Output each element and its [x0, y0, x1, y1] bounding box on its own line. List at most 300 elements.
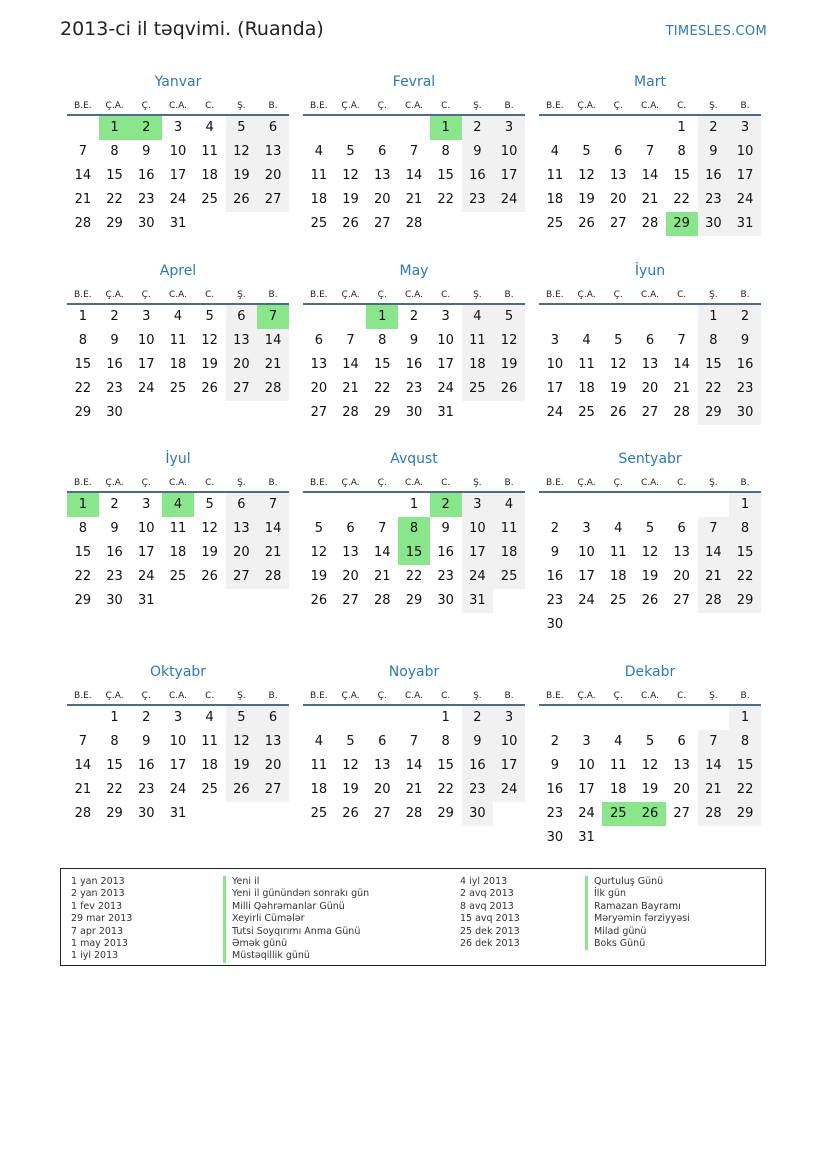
day-cell: 23	[546, 806, 564, 821]
day-cell: 6	[378, 144, 387, 159]
legend-holiday-name: Milli Qəhrəmanlar Günü	[223, 901, 369, 913]
day-cell: 2	[142, 710, 151, 725]
empty-cell	[571, 116, 603, 140]
holiday-day-cell: 1	[366, 305, 398, 329]
day-cell: 8	[78, 333, 87, 348]
weekday-label: B.E.	[310, 101, 328, 111]
day-cell: 14	[74, 758, 92, 773]
weekday-label: Ç.	[613, 691, 623, 701]
day-cell: 27	[342, 593, 359, 608]
weekday-label: C.A.	[640, 290, 659, 300]
day-cell: 24	[137, 569, 155, 584]
day-cell: 30	[106, 593, 123, 608]
empty-cell	[666, 305, 698, 329]
day-cell: 27	[373, 806, 391, 821]
day-cell: 16	[106, 357, 123, 372]
day-cell: 19	[310, 569, 328, 584]
day-cell: 29	[698, 401, 730, 425]
day-cell: 7	[78, 144, 87, 159]
brand-link[interactable]: TIMESLES.COM	[665, 24, 767, 39]
day-cell: 25	[169, 569, 187, 584]
empty-cell	[602, 305, 634, 329]
day-cell: 14	[698, 754, 730, 778]
day-cell: 29	[437, 806, 454, 821]
day-cell: 12	[201, 333, 218, 348]
day-cell: 21	[257, 353, 289, 377]
day-cell: 29	[106, 216, 123, 231]
empty-cell	[571, 305, 603, 329]
weekday-header	[539, 94, 761, 116]
day-cell: 30	[106, 405, 123, 420]
month-6	[539, 259, 761, 425]
day-grid	[539, 116, 761, 236]
day-cell: 2	[462, 116, 494, 140]
day-cell: 24	[493, 188, 525, 212]
day-cell: 29	[74, 593, 92, 608]
day-cell: 14	[405, 168, 423, 183]
day-cell: 21	[673, 381, 690, 396]
weekday-label: B.	[504, 478, 514, 488]
day-cell: 24	[578, 806, 595, 821]
day-cell: 2	[110, 497, 119, 512]
weekday-label: B.E.	[546, 290, 564, 300]
day-cell: 12	[609, 357, 627, 372]
weekday-label: C.A.	[404, 290, 423, 300]
empty-cell	[303, 493, 335, 517]
day-cell: 20	[310, 381, 328, 396]
day-cell: 30	[546, 830, 564, 845]
weekday-label: C.	[441, 101, 451, 111]
day-cell: 25	[310, 806, 328, 821]
weekday-label: Ç.	[613, 290, 623, 300]
weekday-label: Ç.A.	[105, 478, 124, 488]
day-cell: 26	[310, 593, 328, 608]
day-cell: 2	[550, 521, 559, 536]
day-cell: 19	[201, 545, 218, 560]
weekday-label: Ç.A.	[341, 101, 360, 111]
day-cell: 12	[201, 521, 218, 536]
day-cell: 21	[405, 192, 423, 207]
day-cell: 21	[641, 192, 659, 207]
month-name: Oktyabr	[149, 664, 207, 680]
holiday-day-cell: 1	[99, 116, 131, 140]
day-cell: 13	[226, 329, 258, 353]
day-cell: 1	[441, 710, 450, 725]
weekday-label: C.A.	[168, 101, 187, 111]
day-cell: 22	[74, 569, 92, 584]
day-cell: 15	[729, 754, 761, 778]
weekday-label: B.E.	[74, 691, 92, 701]
day-cell: 1	[729, 706, 761, 730]
day-cell: 6	[226, 493, 258, 517]
day-cell: 11	[201, 734, 218, 749]
day-cell: 27	[226, 565, 258, 589]
day-cell: 26	[578, 216, 595, 231]
day-cell: 31	[137, 593, 155, 608]
weekday-header	[67, 471, 289, 493]
month-name: İyul	[165, 451, 191, 467]
weekday-label: Ç.	[613, 101, 623, 111]
day-cell: 3	[582, 521, 591, 536]
day-cell: 9	[550, 758, 559, 773]
weekday-label: B.E.	[74, 101, 92, 111]
day-cell: 12	[226, 140, 258, 164]
weekday-header	[67, 684, 289, 706]
empty-cell	[539, 493, 571, 517]
legend-date: 29 mar 2013	[71, 913, 133, 925]
day-cell: 6	[346, 521, 355, 536]
day-cell: 20	[226, 353, 258, 377]
day-cell: 31	[437, 405, 454, 420]
day-cell: 8	[110, 734, 119, 749]
day-cell: 18	[169, 545, 187, 560]
empty-cell	[366, 706, 398, 730]
day-cell: 11	[578, 357, 595, 372]
day-cell: 15	[729, 541, 761, 565]
holiday-legend	[60, 868, 766, 966]
holiday-day-cell: 25	[602, 802, 634, 826]
day-grid	[67, 305, 289, 425]
empty-cell	[539, 706, 571, 730]
month-name: May	[399, 263, 429, 279]
day-cell: 13	[342, 545, 359, 560]
day-grid	[539, 305, 761, 425]
empty-cell	[335, 305, 367, 329]
weekday-label: Ş.	[237, 101, 246, 111]
day-cell: 11	[493, 517, 525, 541]
day-cell: 17	[169, 168, 187, 183]
day-cell: 15	[74, 545, 92, 560]
day-cell: 4	[550, 144, 559, 159]
day-cell: 29	[74, 405, 92, 420]
day-cell: 13	[373, 168, 391, 183]
day-cell: 2	[729, 305, 761, 329]
weekday-header	[303, 684, 525, 706]
day-cell: 23	[405, 381, 423, 396]
day-cell: 22	[106, 782, 123, 797]
day-cell: 24	[578, 593, 595, 608]
day-cell: 30	[698, 212, 730, 236]
day-cell: 8	[729, 730, 761, 754]
day-cell: 7	[257, 493, 289, 517]
holiday-day-cell: 4	[162, 493, 194, 517]
weekday-label: B.	[268, 101, 278, 111]
weekday-label: C.A.	[404, 478, 423, 488]
weekday-label: B.	[268, 691, 278, 701]
day-cell: 13	[673, 758, 690, 773]
day-cell: 11	[310, 168, 328, 183]
day-cell: 8	[441, 734, 450, 749]
weekday-label: Ç.A.	[341, 478, 360, 488]
day-cell: 27	[373, 216, 391, 231]
day-cell: 4	[462, 305, 494, 329]
day-cell: 26	[493, 377, 525, 401]
day-cell: 1	[110, 710, 119, 725]
day-cell: 15	[673, 168, 690, 183]
legend-right-names	[585, 876, 690, 950]
day-cell: 14	[405, 758, 423, 773]
day-cell: 13	[310, 357, 328, 372]
weekday-label: Ç.A.	[105, 101, 124, 111]
day-cell: 8	[729, 517, 761, 541]
weekday-label: C.	[677, 290, 687, 300]
day-cell: 3	[462, 493, 494, 517]
day-grid	[67, 493, 289, 613]
day-cell: 8	[677, 144, 686, 159]
day-cell: 9	[110, 333, 119, 348]
day-cell: 31	[462, 589, 494, 613]
day-cell: 14	[74, 168, 92, 183]
day-cell: 19	[201, 357, 218, 372]
day-cell: 18	[609, 782, 627, 797]
day-cell: 17	[578, 569, 595, 584]
day-cell: 28	[698, 589, 730, 613]
day-cell: 10	[137, 521, 155, 536]
day-cell: 30	[437, 593, 454, 608]
day-cell: 17	[462, 541, 494, 565]
month-5	[303, 259, 525, 425]
day-cell: 17	[729, 164, 761, 188]
day-cell: 4	[614, 521, 623, 536]
day-cell: 9	[462, 730, 494, 754]
weekday-label: Ç.	[377, 691, 387, 701]
weekday-label: B.	[740, 101, 750, 111]
day-cell: 3	[550, 333, 559, 348]
day-cell: 3	[582, 734, 591, 749]
day-cell: 1	[729, 493, 761, 517]
day-cell: 24	[169, 782, 187, 797]
day-cell: 25	[169, 381, 187, 396]
day-cell: 27	[310, 405, 328, 420]
day-cell: 11	[609, 758, 627, 773]
day-cell: 2	[462, 706, 494, 730]
day-cell: 20	[641, 381, 659, 396]
day-cell: 4	[173, 309, 183, 324]
holiday-day-cell: 15	[398, 541, 430, 565]
month-7	[67, 447, 289, 613]
weekday-label: Ş.	[709, 478, 718, 488]
day-cell: 26	[641, 593, 659, 608]
day-cell: 25	[578, 405, 595, 420]
day-cell: 5	[205, 497, 214, 512]
day-cell: 28	[74, 216, 92, 231]
day-cell: 17	[169, 758, 187, 773]
empty-cell	[634, 706, 666, 730]
day-cell: 2	[698, 116, 730, 140]
legend-holiday-name: Yeni il günündən sonrakı gün	[223, 888, 369, 900]
day-cell: 14	[257, 329, 289, 353]
day-cell: 27	[257, 778, 289, 802]
empty-cell	[634, 116, 666, 140]
day-cell: 12	[342, 758, 359, 773]
day-cell: 26	[609, 405, 627, 420]
empty-cell	[634, 493, 666, 517]
empty-cell	[366, 116, 398, 140]
day-cell: 18	[201, 168, 218, 183]
day-cell: 17	[546, 381, 564, 396]
month-10	[67, 660, 289, 826]
day-cell: 6	[314, 333, 323, 348]
day-cell: 22	[698, 377, 730, 401]
weekday-label: B.	[268, 478, 278, 488]
month-name: Sentyabr	[618, 451, 682, 467]
day-cell: 21	[74, 782, 92, 797]
day-cell: 9	[409, 333, 419, 348]
day-cell: 18	[546, 192, 564, 207]
empty-cell	[571, 706, 603, 730]
weekday-label: B.	[268, 290, 278, 300]
day-cell: 13	[257, 730, 289, 754]
day-cell: 21	[373, 569, 391, 584]
day-cell: 23	[137, 782, 155, 797]
day-cell: 25	[493, 565, 525, 589]
weekday-label: Ç.	[613, 478, 623, 488]
holiday-day-cell: 1	[67, 493, 99, 517]
day-cell: 30	[546, 617, 564, 632]
day-cell: 7	[409, 144, 419, 159]
day-cell: 17	[493, 164, 525, 188]
day-cell: 27	[226, 377, 258, 401]
day-cell: 11	[201, 144, 218, 159]
day-cell: 18	[169, 357, 187, 372]
weekday-label: C.	[205, 691, 215, 701]
page-title: 2013-ci il təqvimi. (Ruanda)	[60, 18, 324, 40]
day-cell: 7	[698, 517, 730, 541]
month-name: Aprel	[159, 263, 197, 279]
day-cell: 18	[310, 192, 328, 207]
day-cell: 10	[462, 517, 494, 541]
day-cell: 14	[373, 545, 391, 560]
day-cell: 5	[645, 521, 655, 536]
day-cell: 29	[106, 806, 123, 821]
weekday-label: C.A.	[640, 101, 659, 111]
day-cell: 6	[378, 734, 387, 749]
day-cell: 1	[698, 305, 730, 329]
weekday-label: C.	[441, 691, 451, 701]
day-cell: 3	[493, 706, 525, 730]
holiday-day-cell: 26	[634, 802, 666, 826]
empty-cell	[539, 305, 571, 329]
day-cell: 12	[641, 545, 659, 560]
day-cell: 16	[106, 545, 123, 560]
weekday-label: Ş.	[237, 691, 246, 701]
day-grid	[303, 706, 525, 826]
day-cell: 5	[346, 734, 355, 749]
day-cell: 12	[641, 758, 659, 773]
day-cell: 31	[578, 830, 595, 845]
day-cell: 20	[342, 569, 359, 584]
day-cell: 9	[441, 521, 450, 536]
day-cell: 8	[110, 144, 119, 159]
month-12	[539, 660, 761, 850]
month-name: İyun	[634, 263, 666, 279]
legend-left-names	[223, 876, 369, 963]
day-cell: 16	[405, 357, 423, 372]
day-cell: 7	[645, 144, 655, 159]
weekday-label: Ç.A.	[577, 290, 596, 300]
day-cell: 7	[378, 521, 387, 536]
day-cell: 21	[698, 565, 730, 589]
weekday-header	[303, 94, 525, 116]
day-cell: 22	[405, 569, 423, 584]
day-cell: 13	[226, 517, 258, 541]
day-cell: 15	[74, 357, 92, 372]
day-cell: 27	[609, 216, 627, 231]
weekday-label: Ş.	[709, 691, 718, 701]
weekday-header	[539, 471, 761, 493]
day-cell: 4	[314, 734, 323, 749]
empty-cell	[67, 706, 99, 730]
day-cell: 28	[405, 806, 423, 821]
weekday-label: Ç.	[377, 478, 387, 488]
weekday-label: Ş.	[709, 101, 718, 111]
legend-holiday-name: Ramazan Bayramı	[585, 901, 690, 913]
day-cell: 5	[346, 144, 355, 159]
weekday-label: Ç.	[377, 101, 387, 111]
weekday-label: B.E.	[74, 290, 92, 300]
month-3	[539, 70, 761, 236]
day-cell: 6	[257, 706, 289, 730]
day-cell: 11	[462, 329, 494, 353]
holiday-day-cell: 2	[430, 493, 462, 517]
day-cell: 27	[257, 188, 289, 212]
weekday-label: Ç.A.	[341, 691, 360, 701]
weekday-label: B.E.	[310, 691, 328, 701]
empty-cell	[366, 493, 398, 517]
day-cell: 27	[641, 405, 659, 420]
weekday-label: Ç.	[141, 478, 151, 488]
day-cell: 4	[614, 734, 623, 749]
day-cell: 5	[314, 521, 323, 536]
day-cell: 10	[578, 545, 595, 560]
day-cell: 15	[373, 357, 391, 372]
day-cell: 2	[409, 309, 419, 324]
day-cell: 31	[729, 212, 761, 236]
day-cell: 4	[582, 333, 591, 348]
weekday-label: B.	[740, 478, 750, 488]
legend-holiday-name: Əmək günü	[223, 938, 369, 950]
day-cell: 29	[405, 593, 423, 608]
day-cell: 28	[342, 405, 359, 420]
day-cell: 15	[106, 758, 123, 773]
legend-holiday-name: Xeyirli Cümələr	[223, 913, 369, 925]
weekday-header	[67, 283, 289, 305]
weekday-label: Ç.A.	[105, 290, 124, 300]
day-cell: 6	[257, 116, 289, 140]
day-cell: 13	[673, 545, 690, 560]
day-cell: 17	[578, 782, 595, 797]
day-cell: 27	[673, 593, 690, 608]
day-cell: 26	[342, 806, 359, 821]
day-cell: 20	[257, 754, 289, 778]
legend-right-dates	[460, 876, 520, 950]
day-cell: 16	[546, 569, 564, 584]
day-cell: 23	[729, 377, 761, 401]
day-cell: 11	[169, 333, 187, 348]
day-cell: 23	[106, 569, 123, 584]
day-cell: 24	[437, 381, 454, 396]
holiday-day-cell: 1	[430, 116, 462, 140]
day-cell: 1	[78, 309, 87, 324]
day-cell: 7	[677, 333, 686, 348]
day-cell: 8	[378, 333, 387, 348]
weekday-label: C.	[441, 478, 451, 488]
day-grid	[303, 116, 525, 236]
holiday-day-cell: 29	[666, 212, 698, 236]
legend-holiday-name: Müstəqillik günü	[223, 950, 369, 962]
empty-cell	[571, 493, 603, 517]
day-cell: 16	[462, 754, 494, 778]
